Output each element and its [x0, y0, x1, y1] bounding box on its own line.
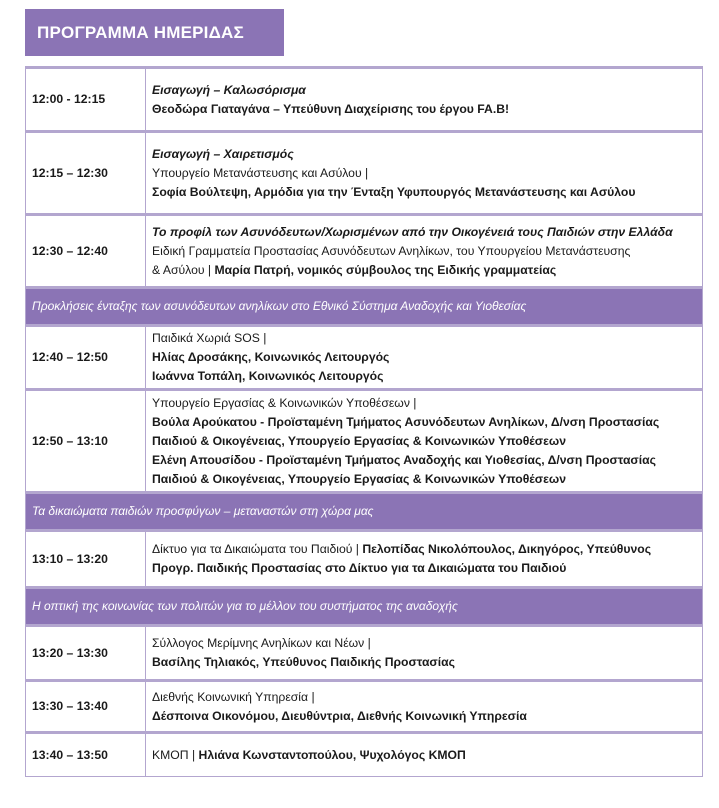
speaker-line	[152, 540, 696, 559]
speaker-name: Ηλιάνα Κωνσταντοπούλου, Ψυχολόγος ΚΜΟΠ	[198, 747, 466, 762]
time-cell: 12:15 – 12:30	[26, 132, 146, 215]
speaker-line: Παιδιού & Οικογένειας, Υπουργείο Εργασίας & Κοινωνικών Υποθέσεων	[152, 471, 566, 486]
speaker-line: Προγρ. Παιδικής Προστασίας στο Δίκτυο για τα Δικαιώματα του Παιδιού	[152, 561, 567, 575]
speaker-line: Ιωάννα Τοπάλη, Κοινωνικός Λειτουργός	[152, 369, 384, 383]
speaker-line: Βασίλης Τηλιακός, Υπεύθυνος Παιδικής Προστασίας	[152, 655, 455, 669]
agenda-row-8	[26, 681, 703, 733]
speaker-line: Ηλίας Δροσάκης, Κοινωνικός Λειτουργός	[152, 350, 390, 364]
time-cell: 13:30 – 13:40	[26, 681, 146, 733]
organization-line: Υπουργείο Μετανάστευσης και Ασύλου |	[152, 165, 369, 180]
agenda-row-5	[26, 390, 703, 493]
time-cell: 13:10 – 13:20	[26, 531, 146, 588]
time-cell: 13:20 – 13:30	[26, 626, 146, 681]
organization-text: & Ασύλου |	[152, 262, 215, 277]
agenda-row-7	[26, 626, 703, 681]
description-cell	[146, 626, 703, 681]
section-title: Τα δικαιώματα παιδιών προσφύγων – μεταναστών στη χώρα μας	[26, 493, 703, 531]
organization-text: ΚΜΟΠ |	[152, 747, 199, 762]
agenda-row-9	[26, 733, 703, 777]
time-cell: 12:40 – 12:50	[26, 326, 146, 390]
session-heading: Εισαγωγή – Καλωσόρισμα	[152, 82, 306, 97]
section-header-row	[26, 288, 703, 326]
description-cell	[146, 531, 703, 588]
section-header-row	[26, 493, 703, 531]
organization-text: Δίκτυο για τα Δικαιώματα του Παιδιού |	[152, 542, 363, 556]
description-cell	[146, 733, 703, 777]
agenda-row-3	[26, 215, 703, 288]
time-cell: 12:50 – 13:10	[26, 390, 146, 493]
organization-line: Παιδικά Χωριά SOS |	[152, 331, 267, 345]
time-cell: 12:00 - 12:15	[26, 68, 146, 132]
speaker-name: Μαρία Πατρή, νομικός σύμβουλος της Ειδικής γραμματείας	[214, 262, 557, 277]
speaker-line: Θεοδώρα Γιαταγάνα – Υπεύθυνη Διαχείρισης του έργου FA.B!	[152, 101, 510, 116]
session-heading: Εισαγωγή – Χαιρετισμός	[152, 146, 294, 161]
session-heading: Το προφίλ των Ασυνόδευτων/Χωρισμένων από την Οικογένειά τους Παιδιών στην Ελλάδα	[152, 224, 673, 239]
speaker-line	[152, 261, 696, 280]
agenda-row-1	[26, 68, 703, 132]
speaker-line: Δέσποινα Οικονόμου, Διευθύντρια, Διεθνής Κοινωνική Υπηρεσία	[152, 708, 527, 723]
description-cell	[146, 326, 703, 390]
time-cell: 13:40 – 13:50	[26, 733, 146, 777]
description-cell	[146, 681, 703, 733]
section-title: Η οπτική της κοινωνίας των πολιτών για το μέλλον του συστήματος της αναδοχής	[26, 588, 703, 626]
speaker-line: Βούλα Αρούκατου - Προϊσταμένη Τμήματος Ασυνόδευτων Ανηλίκων, Δ/νση Προστασίας	[152, 414, 660, 429]
section-title: Προκλήσεις ένταξης των ασυνόδευτων ανηλίκων στο Εθνικό Σύστημα Αναδοχής και Υιοθεσίας	[26, 288, 703, 326]
speaker-line	[152, 746, 696, 765]
section-header-row	[26, 588, 703, 626]
page-title: ΠΡΟΓΡΑΜΜΑ ΗΜΕΡΙΔΑΣ	[25, 9, 284, 56]
agenda-row-2	[26, 132, 703, 215]
organization-line: Ειδική Γραμματεία Προστασίας Ασυνόδευτων Ανηλίκων, του Υπουργείου Μετανάστευσης	[152, 243, 631, 258]
agenda-table	[25, 66, 703, 777]
agenda-row-6	[26, 531, 703, 588]
description-cell	[146, 68, 703, 132]
organization-line: Υπουργείο Εργασίας & Κοινωνικών Υποθέσεων |	[152, 395, 417, 410]
speaker-line: Παιδιού & Οικογένειας, Υπουργείο Εργασίας & Κοινωνικών Υποθέσεων	[152, 433, 566, 448]
agenda-row-4	[26, 326, 703, 390]
description-cell	[146, 390, 703, 493]
speaker-line: Σοφία Βούλτεψη, Αρμόδια για την Ένταξη Υφυπουργός Μετανάστευσης και Ασύλου	[152, 184, 636, 199]
organization-line: Σύλλογος Μερίμνης Ανηλίκων και Νέων |	[152, 636, 371, 650]
organization-line: Διεθνής Κοινωνική Υπηρεσία |	[152, 689, 315, 704]
time-cell: 12:30 – 12:40	[26, 215, 146, 288]
description-cell	[146, 132, 703, 215]
speaker-line: Ελένη Απουσίδου - Προϊσταμένη Τμήματος Αναδοχής και Υιοθεσίας, Δ/νση Προστασίας	[152, 452, 656, 467]
description-cell	[146, 215, 703, 288]
speaker-name: Πελοπίδας Νικολόπουλος, Δικηγόρος, Υπεύθυνος	[362, 542, 652, 556]
